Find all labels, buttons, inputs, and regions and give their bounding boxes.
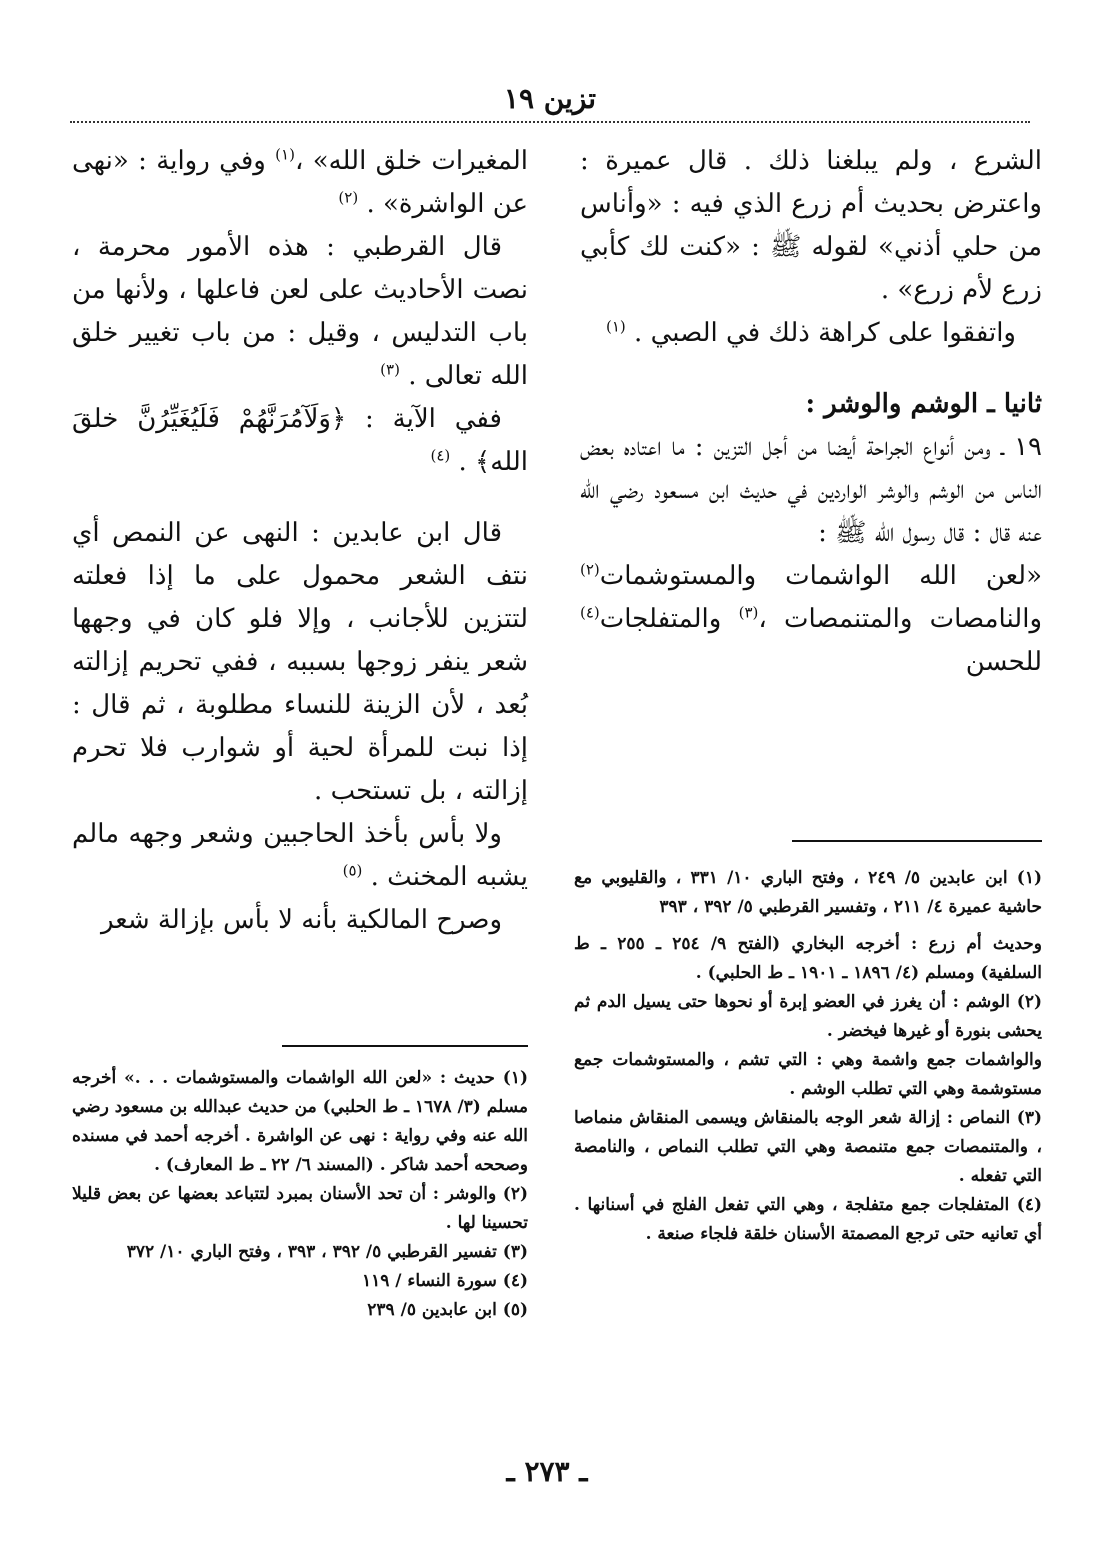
footnote-ref: (٥): [342, 861, 363, 880]
left-paragraph-4: قال ابن عابدين : النهى عن النمص أي نتف الشعر محمول على ما إذا فعلته لتتزين للأجانب ، وإلا فلو كان في وجهها شعر ينفر زوجها بسببه ، ففي تحريم إزالته بُعد ، لأن الزينة للنساء مطلوبة ، ثم قال : إذا نبت للمرأة لحية أو شوارب فلا تحرم إزالته ، بل تستحب .: [72, 518, 528, 806]
footnote: (٥) ابن عابدين ٥/ ٢٣٩: [367, 1300, 528, 1320]
left-paragraph-5: [72, 813, 528, 899]
footnote: (٢) والوشر : أن تحد الأسنان بمبرد لتتباعد بعضها عن بعض قليلا تحسينا لها .: [72, 1184, 528, 1233]
right-paragraph-2: [580, 312, 1042, 355]
paragraph-text: قال القرطبي : هذه الأمور محرمة ، نصت الأحاديث على لعن فاعلها ، ولأنها من باب التدليس ، وقيل : من باب تغيير خلق الله تعالى .: [72, 232, 528, 391]
footnote: والواشمات جمع واشمة وهي : التي تشم ، والمستوشمات جمع مستوشمة وهي التي تطلب الوشم .: [574, 1050, 1042, 1099]
right-paragraph-3: ١٩ ـ ومن أنواع الجراحة أيضا من أجل التزين : ما اعتاده بعض الناس من الوشم والوشر الواردين في حديث ابن مسعود رضي الله عنه قال : قال رسول الله ﷺ :: [580, 432, 1042, 548]
footnote: (٤) المتفلجات جمع متفلجة ، وهي التي تفعل الفلج في أسنانها . أي تعانيه حتى ترجع المصمتة الأسنان خلقة فلجاء صنعة .: [574, 1195, 1042, 1244]
left-paragraph-1: [72, 140, 528, 226]
paragraph-text: وفي رواية : «نهى عن الواشرة» .: [72, 146, 528, 219]
right-paragraph-1: الشرع ، ولم يبلغنا ذلك . قال عميرة : واعترض بحديث أم زرع الذي فيه : «وأناس من حلي أذني» لقوله ﷺ : «كنت لك كأبي زرع لأم زرع» .: [580, 146, 1042, 305]
running-title: تزين ١٩: [503, 82, 597, 115]
left-paragraph-3: [72, 398, 528, 484]
header-dotted-rule: [70, 121, 1030, 123]
paragraph-text: ولا بأس بأخذ الحاجبين وشعر وجهه مالم يشبه المخنث .: [72, 819, 528, 892]
footnote-separator: [282, 1045, 528, 1047]
footnote-separator: [792, 840, 1042, 842]
hadith-text: والنامصات والمتنمصات ،: [758, 604, 1043, 634]
footnote: (٣) النماص : إزالة شعر الوجه بالمنقاش ويسمى المنقاش منماصا ، والمتنمصات جمع متنمصة وهي التي تطلب النماص ، والنامصة التي تفعله .: [574, 1108, 1042, 1186]
page-number: ـ ٢٧٣ ـ: [506, 1455, 588, 1488]
footnote-ref: (٣): [738, 603, 759, 622]
left-column: [72, 140, 528, 942]
left-paragraph-2: [72, 226, 528, 398]
footnote: (١) حديث : «لعن الله الواشمات والمستوشمات . . .» أخرجه مسلم (٣/ ١٦٧٨ ـ ط الحلبي) من حديث عبدالله بن مسعود رضي الله عنه وفي رواية : نهى عن الواشرة . أخرجه أحمد في مسنده وصححه أحمد شاكر . (المسند ٦/ ٢٢ ـ ط المعارف) .: [72, 1068, 528, 1175]
hadith-text: والمتفلجات: [599, 604, 722, 634]
section-heading: ثانيا ـ الوشم والوشر :: [805, 389, 1042, 419]
right-paragraph-4: [580, 555, 1042, 684]
paragraph-text: واتفقوا على كراهة ذلك في الصبي .: [634, 318, 1016, 348]
hadith-text: للحسن: [965, 647, 1042, 677]
quran-verse: ففي الآية : ﴿وَلَآمُرَنَّهُمْ فَلَيُغَيِّرُنَّ خلقَ الله﴾ .: [72, 404, 528, 477]
right-column: [580, 140, 1042, 684]
footnote-ref: (٤): [580, 603, 600, 622]
footnote-ref: (٤): [430, 446, 451, 465]
footnote: (٣) تفسير القرطبي ٥/ ٣٩٢ ، ٣٩٣ ، وفتح الباري ١٠/ ٣٧٢: [126, 1242, 528, 1262]
footnote: (٤) سورة النساء / ١١٩: [361, 1271, 528, 1291]
footnote-ref: (٢): [580, 560, 600, 579]
footnote-ref: (١): [606, 317, 626, 336]
footnote-ref: (١): [275, 145, 295, 164]
left-paragraph-6: وصرح المالكية بأنه لا بأس بإزالة شعر: [100, 905, 502, 935]
footnote-ref: (٣): [380, 360, 400, 379]
right-footnotes: [574, 864, 1042, 1249]
paragraph-text: المغيرات خلق الله» ،: [294, 146, 528, 176]
footnote-ref: (٢): [338, 188, 359, 207]
left-footnotes: [72, 1064, 528, 1325]
footnote: (١) ابن عابدين ٥/ ٢٤٩ ، وفتح الباري ١٠/ ٣٣١ ، والقليوبي مع حاشية عميرة ٤/ ٢١١ ، وتفسير القرطبي ٥/ ٣٩٢ ، ٣٩٣: [574, 868, 1042, 917]
page-header: [70, 82, 1030, 123]
footnote: (٢) الوشم : أن يغرز في العضو إبرة أو نحوها حتى يسيل الدم ثم يحشى بنورة أو غيرها فيخضر .: [574, 992, 1042, 1041]
footnote: وحديث أم زرع : أخرجه البخاري (الفتح ٩/ ٢٥٤ ـ ٢٥٥ ـ ط السلفية) ومسلم (٤/ ١٨٩٦ ـ ١٩٠١ ـ ط الحلبي) .: [574, 934, 1042, 983]
hadith-text: «لعن الله الواشمات والمستوشمات: [599, 561, 1042, 591]
